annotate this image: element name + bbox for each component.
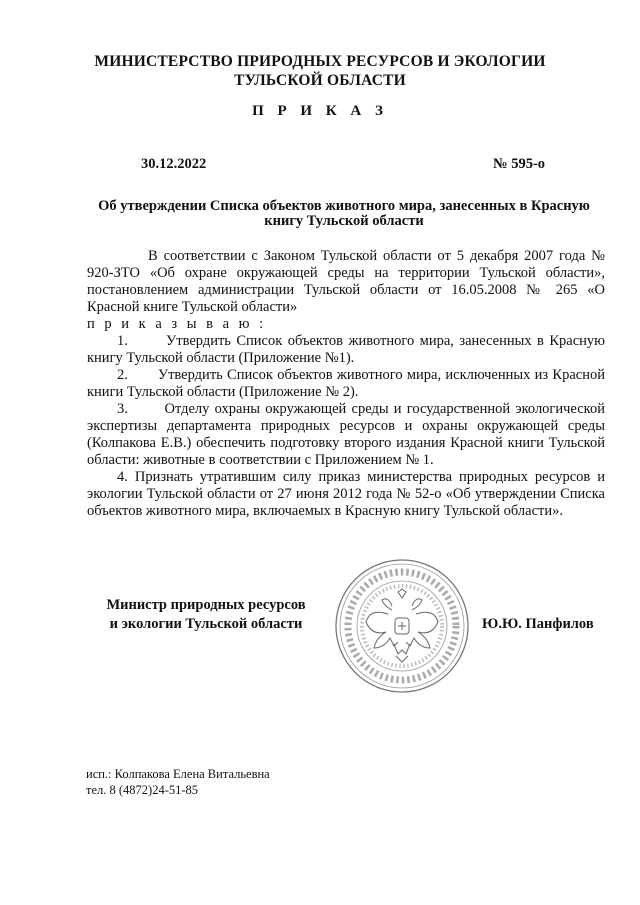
signatory-position [96,596,316,634]
preamble: В соответствии с Законом Тульской области от 5 декабря 2007 года № 920-ЗТО «Об охране окружающей среды на территории Тульской области», постановлением администрации Тульской области от 16.05.2008 № 265 «О Красной книге Тульской области» [87,248,605,315]
order-item-1: 1. Утвердить Список объектов животного мира, занесенных в Красную книгу Тульской области (Приложение №1). [87,333,605,366]
order-number: № 595-о [493,156,546,172]
order-body [87,248,605,520]
document-type: П Р И К А З [252,103,388,119]
order-date: 30.12.2022 [141,156,207,172]
order-item-3: 3. Отделу охраны окружающей среды и государственной экологической экспертизы департамента природных ресурсов и охраны окружающей среды (Колпакова Е.В.) обеспечить подготовку второго издания Красной книги Тульской области: животные в соответствии с Приложением № 1. [87,401,605,468]
position-line-2: и экологии Тульской области [109,616,303,632]
official-seal-icon [334,558,470,694]
order-subject: Об утверждении Списка объектов животного мира, занесенных в Красную книгу Тульской области [98,198,590,229]
executor-phone: тел. 8 (4872)24-51-85 [86,783,199,797]
executor-info [86,766,270,798]
position-line-1: Министр природных ресурсов [106,597,306,613]
ministry-header [0,52,640,90]
decree-word: п р и к а з ы в а ю : [87,316,267,332]
signatory-name: Ю.Ю. Панфилов [482,616,594,632]
ministry-line-2: ТУЛЬСКОЙ ОБЛАСТИ [234,72,406,89]
executor-name: исп.: Колпакова Елена Витальевна [86,767,270,781]
ministry-line-1: МИНИСТЕРСТВО ПРИРОДНЫХ РЕСУРСОВ И ЭКОЛОГИИ [94,53,546,70]
order-item-2: 2. Утвердить Список объектов животного мира, исключенных из Красной книги Тульской области (Приложение № 2). [87,367,605,400]
order-item-4: 4. Признать утратившим силу приказ министерства природных ресурсов и экологии Тульской области от 27 июня 2012 года № 52-о «Об утверждении Списка объектов животного мира, включаемых в Красную книгу Тульской области». [87,469,605,519]
